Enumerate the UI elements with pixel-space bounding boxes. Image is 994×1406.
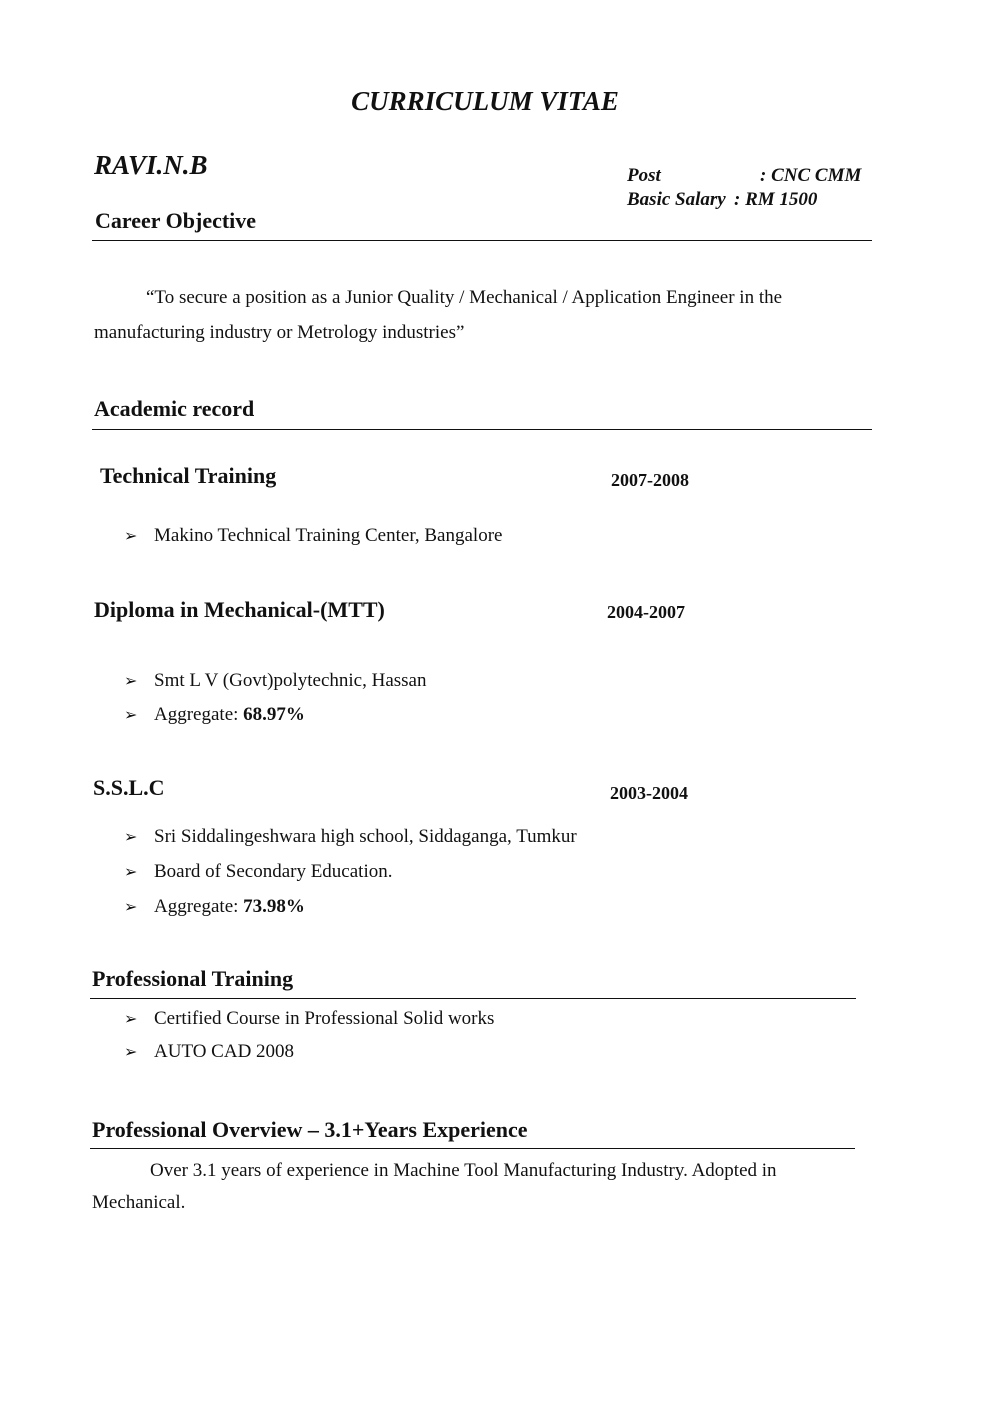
arrowhead-bullet-icon: ➢ bbox=[124, 897, 138, 916]
overview-line-2: Mechanical. bbox=[92, 1192, 186, 1213]
candidate-name: RAVI.N.B bbox=[94, 150, 208, 180]
list-item: ➢ AUTO CAD 2008 bbox=[124, 1041, 295, 1062]
list-item: ➢ Sri Siddalingeshwara high school, Siddaganga, Tumkur bbox=[124, 826, 577, 847]
diploma-aggregate-value: 68.97% bbox=[243, 704, 305, 725]
sslc-aggregate-value: 73.98% bbox=[243, 896, 305, 917]
arrowhead-bullet-icon: ➢ bbox=[124, 827, 138, 846]
sslc-title: S.S.L.C bbox=[93, 775, 165, 800]
technical-training-years: 2007-2008 bbox=[611, 470, 689, 490]
sslc-years: 2003-2004 bbox=[610, 783, 688, 803]
diploma-title: Diploma in Mechanical-(MTT) bbox=[94, 597, 385, 622]
academic-record-heading: Academic record bbox=[94, 396, 255, 421]
arrowhead-bullet-icon: ➢ bbox=[124, 1042, 138, 1061]
list-item: ➢ Board of Secondary Education. bbox=[124, 861, 393, 882]
salary-label: Basic Salary bbox=[627, 189, 726, 210]
post-label: Post bbox=[627, 165, 661, 186]
career-objective-line-1: “To secure a position as a Junior Quality / Mechanical / Application Engineer in the bbox=[146, 287, 783, 308]
list-item: ➢ Aggregate: 73.98% bbox=[124, 896, 305, 917]
career-objective-rule bbox=[92, 240, 872, 241]
document-title: CURRICULUM VITAE bbox=[351, 86, 619, 116]
arrowhead-bullet-icon: ➢ bbox=[124, 526, 138, 545]
diploma-years: 2004-2007 bbox=[607, 602, 685, 622]
professional-overview-heading: Professional Overview – 3.1+Years Experience bbox=[92, 1117, 528, 1142]
arrowhead-bullet-icon: ➢ bbox=[124, 705, 138, 724]
professional-training-rule bbox=[90, 998, 856, 999]
professional-overview-rule bbox=[90, 1148, 855, 1149]
academic-record-rule bbox=[92, 429, 872, 430]
arrowhead-bullet-icon: ➢ bbox=[124, 862, 138, 881]
salary-value: : RM 1500 bbox=[734, 189, 818, 210]
arrowhead-bullet-icon: ➢ bbox=[124, 671, 138, 690]
post-value: : CNC CMM bbox=[760, 165, 862, 186]
technical-training-title: Technical Training bbox=[100, 463, 277, 488]
list-item: ➢ Makino Technical Training Center, Bangalore bbox=[124, 525, 503, 546]
professional-training-heading: Professional Training bbox=[92, 966, 294, 991]
career-objective-heading: Career Objective bbox=[95, 208, 257, 233]
list-item: ➢ Certified Course in Professional Solid works bbox=[124, 1008, 495, 1029]
list-item: ➢ Aggregate: 68.97% bbox=[124, 704, 305, 725]
arrowhead-bullet-icon: ➢ bbox=[124, 1009, 138, 1028]
career-objective-line-2: manufacturing industry or Metrology industries” bbox=[94, 322, 465, 343]
overview-line-1: Over 3.1 years of experience in Machine Tool Manufacturing Industry. Adopted in bbox=[150, 1160, 777, 1181]
list-item: ➢ Smt L V (Govt)polytechnic, Hassan bbox=[124, 670, 427, 691]
